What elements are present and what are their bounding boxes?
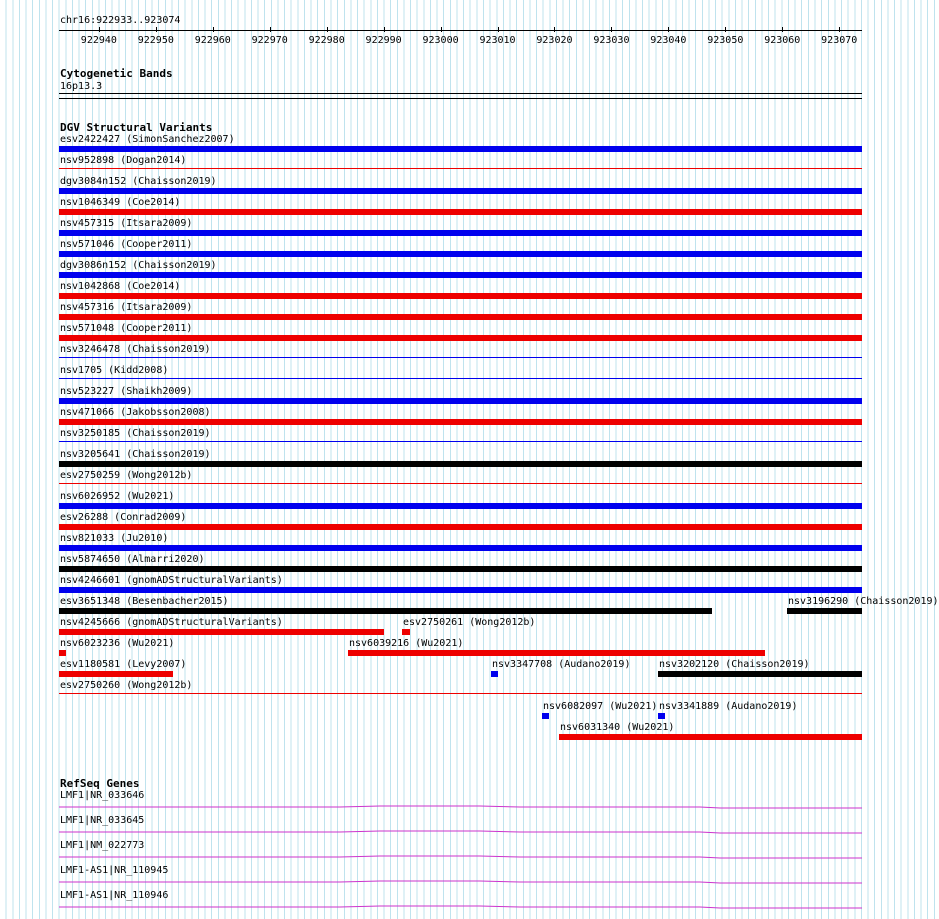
ruler-tick-label: 922970 xyxy=(251,35,288,46)
ruler-tick-label: 923060 xyxy=(764,35,801,46)
dgv-feature-label[interactable]: dgv3086n152 (Chaisson2019) xyxy=(60,260,217,271)
ruler-tick-label: 922990 xyxy=(365,35,402,46)
ruler-title: chr16:922933..923074 xyxy=(60,15,181,26)
cytobands-track-title[interactable]: Cytogenetic Bands xyxy=(60,67,173,80)
refseq-gene-line[interactable] xyxy=(59,806,862,808)
dgv-feature-label[interactable]: nsv457315 (Itsara2009) xyxy=(60,218,193,229)
dgv-feature-label[interactable]: esv2750259 (Wong2012b) xyxy=(60,470,193,481)
dgv-feature-label[interactable]: esv1180581 (Levy2007) xyxy=(60,659,187,670)
refseq-gene-label[interactable]: LMF1-AS1|NR_110945 xyxy=(60,865,169,876)
dgv-feature-label[interactable]: nsv471066 (Jakobsson2008) xyxy=(60,407,211,418)
dgv-feature-label[interactable]: esv2422427 (SimonSanchez2007) xyxy=(60,134,235,145)
ruler-tick-label: 923050 xyxy=(707,35,744,46)
dgv-feature-label[interactable]: nsv4245666 (gnomADStructuralVariants) xyxy=(60,617,283,628)
ruler-tick-label: 923010 xyxy=(479,35,516,46)
dgv-feature-label[interactable]: esv3651348 (Besenbacher2015) xyxy=(60,596,229,607)
dgv-feature-label[interactable]: esv2750261 (Wong2012b) xyxy=(403,617,536,628)
dgv-feature-label[interactable]: nsv523227 (Shaikh2009) xyxy=(60,386,193,397)
refseq-gene-label[interactable]: LMF1|NM_022773 xyxy=(60,840,145,851)
ruler-tick-label: 923030 xyxy=(593,35,630,46)
ruler-tick-label: 923070 xyxy=(821,35,858,46)
dgv-feature-label[interactable]: nsv3246478 (Chaisson2019) xyxy=(60,344,211,355)
dgv-feature-label[interactable]: nsv1042868 (Coe2014) xyxy=(60,281,181,292)
dgv-feature-label[interactable]: nsv6023236 (Wu2021) xyxy=(60,638,175,649)
ruler-tick-label: 922940 xyxy=(80,35,117,46)
dgv-feature-label[interactable]: nsv457316 (Itsara2009) xyxy=(60,302,193,313)
refseq-track-title[interactable]: RefSeq Genes xyxy=(60,777,140,790)
cytoband-label[interactable]: 16p13.3 xyxy=(60,81,103,92)
dgv-feature-label[interactable]: nsv952898 (Dogan2014) xyxy=(60,155,187,166)
dgv-feature-label[interactable]: nsv5874650 (Almarri2020) xyxy=(60,554,205,565)
dgv-feature-label[interactable]: nsv6031340 (Wu2021) xyxy=(560,722,675,733)
ruler-tick-label: 923000 xyxy=(422,35,459,46)
refseq-gene-line[interactable] xyxy=(59,831,862,833)
refseq-gene-line[interactable] xyxy=(59,906,862,908)
dgv-feature-label[interactable]: esv2750260 (Wong2012b) xyxy=(60,680,193,691)
dgv-feature-label[interactable]: nsv1046349 (Coe2014) xyxy=(60,197,181,208)
dgv-feature-label[interactable]: nsv1705 (Kidd2008) xyxy=(60,365,169,376)
refseq-gene-label[interactable]: LMF1-AS1|NR_110946 xyxy=(60,890,169,901)
ruler-tick-label: 923040 xyxy=(650,35,687,46)
refseq-gene-line[interactable] xyxy=(59,881,862,883)
dgv-feature-label[interactable]: nsv3202120 (Chaisson2019) xyxy=(659,659,810,670)
dgv-feature-label[interactable]: nsv3205641 (Chaisson2019) xyxy=(60,449,211,460)
refseq-gene-line[interactable] xyxy=(59,856,862,858)
dgv-feature-label[interactable]: nsv3341889 (Audano2019) xyxy=(659,701,798,712)
dgv-feature-label[interactable]: nsv6082097 (Wu2021) xyxy=(543,701,658,712)
ruler-tick-label: 922950 xyxy=(137,35,174,46)
dgv-feature-label[interactable]: nsv3347708 (Audano2019) xyxy=(492,659,631,670)
dgv-feature-label[interactable]: nsv3250185 (Chaisson2019) xyxy=(60,428,211,439)
dgv-feature-label[interactable]: nsv571046 (Cooper2011) xyxy=(60,239,193,250)
dgv-feature-label[interactable]: nsv821033 (Ju2010) xyxy=(60,533,169,544)
dgv-feature-label[interactable]: nsv3196290 (Chaisson2019) xyxy=(788,596,939,607)
dgv-feature-label[interactable]: nsv6026952 (Wu2021) xyxy=(60,491,175,502)
dgv-feature-label[interactable]: nsv6039216 (Wu2021) xyxy=(349,638,464,649)
dgv-feature-label[interactable]: dgv3084n152 (Chaisson2019) xyxy=(60,176,217,187)
dgv-feature-label[interactable]: nsv4246601 (gnomADStructuralVariants) xyxy=(60,575,283,586)
ruler-tick-label: 922960 xyxy=(194,35,231,46)
dgv-feature-label[interactable]: esv26288 (Conrad2009) xyxy=(60,512,187,523)
ruler-tick-label: 922980 xyxy=(308,35,345,46)
refseq-gene-label[interactable]: LMF1|NR_033646 xyxy=(60,790,145,801)
refseq-gene-label[interactable]: LMF1|NR_033645 xyxy=(60,815,145,826)
dgv-feature-label[interactable]: nsv571048 (Cooper2011) xyxy=(60,323,193,334)
ruler-tick-label: 923020 xyxy=(536,35,573,46)
dgv-track-title[interactable]: DGV Structural Variants xyxy=(60,121,213,134)
